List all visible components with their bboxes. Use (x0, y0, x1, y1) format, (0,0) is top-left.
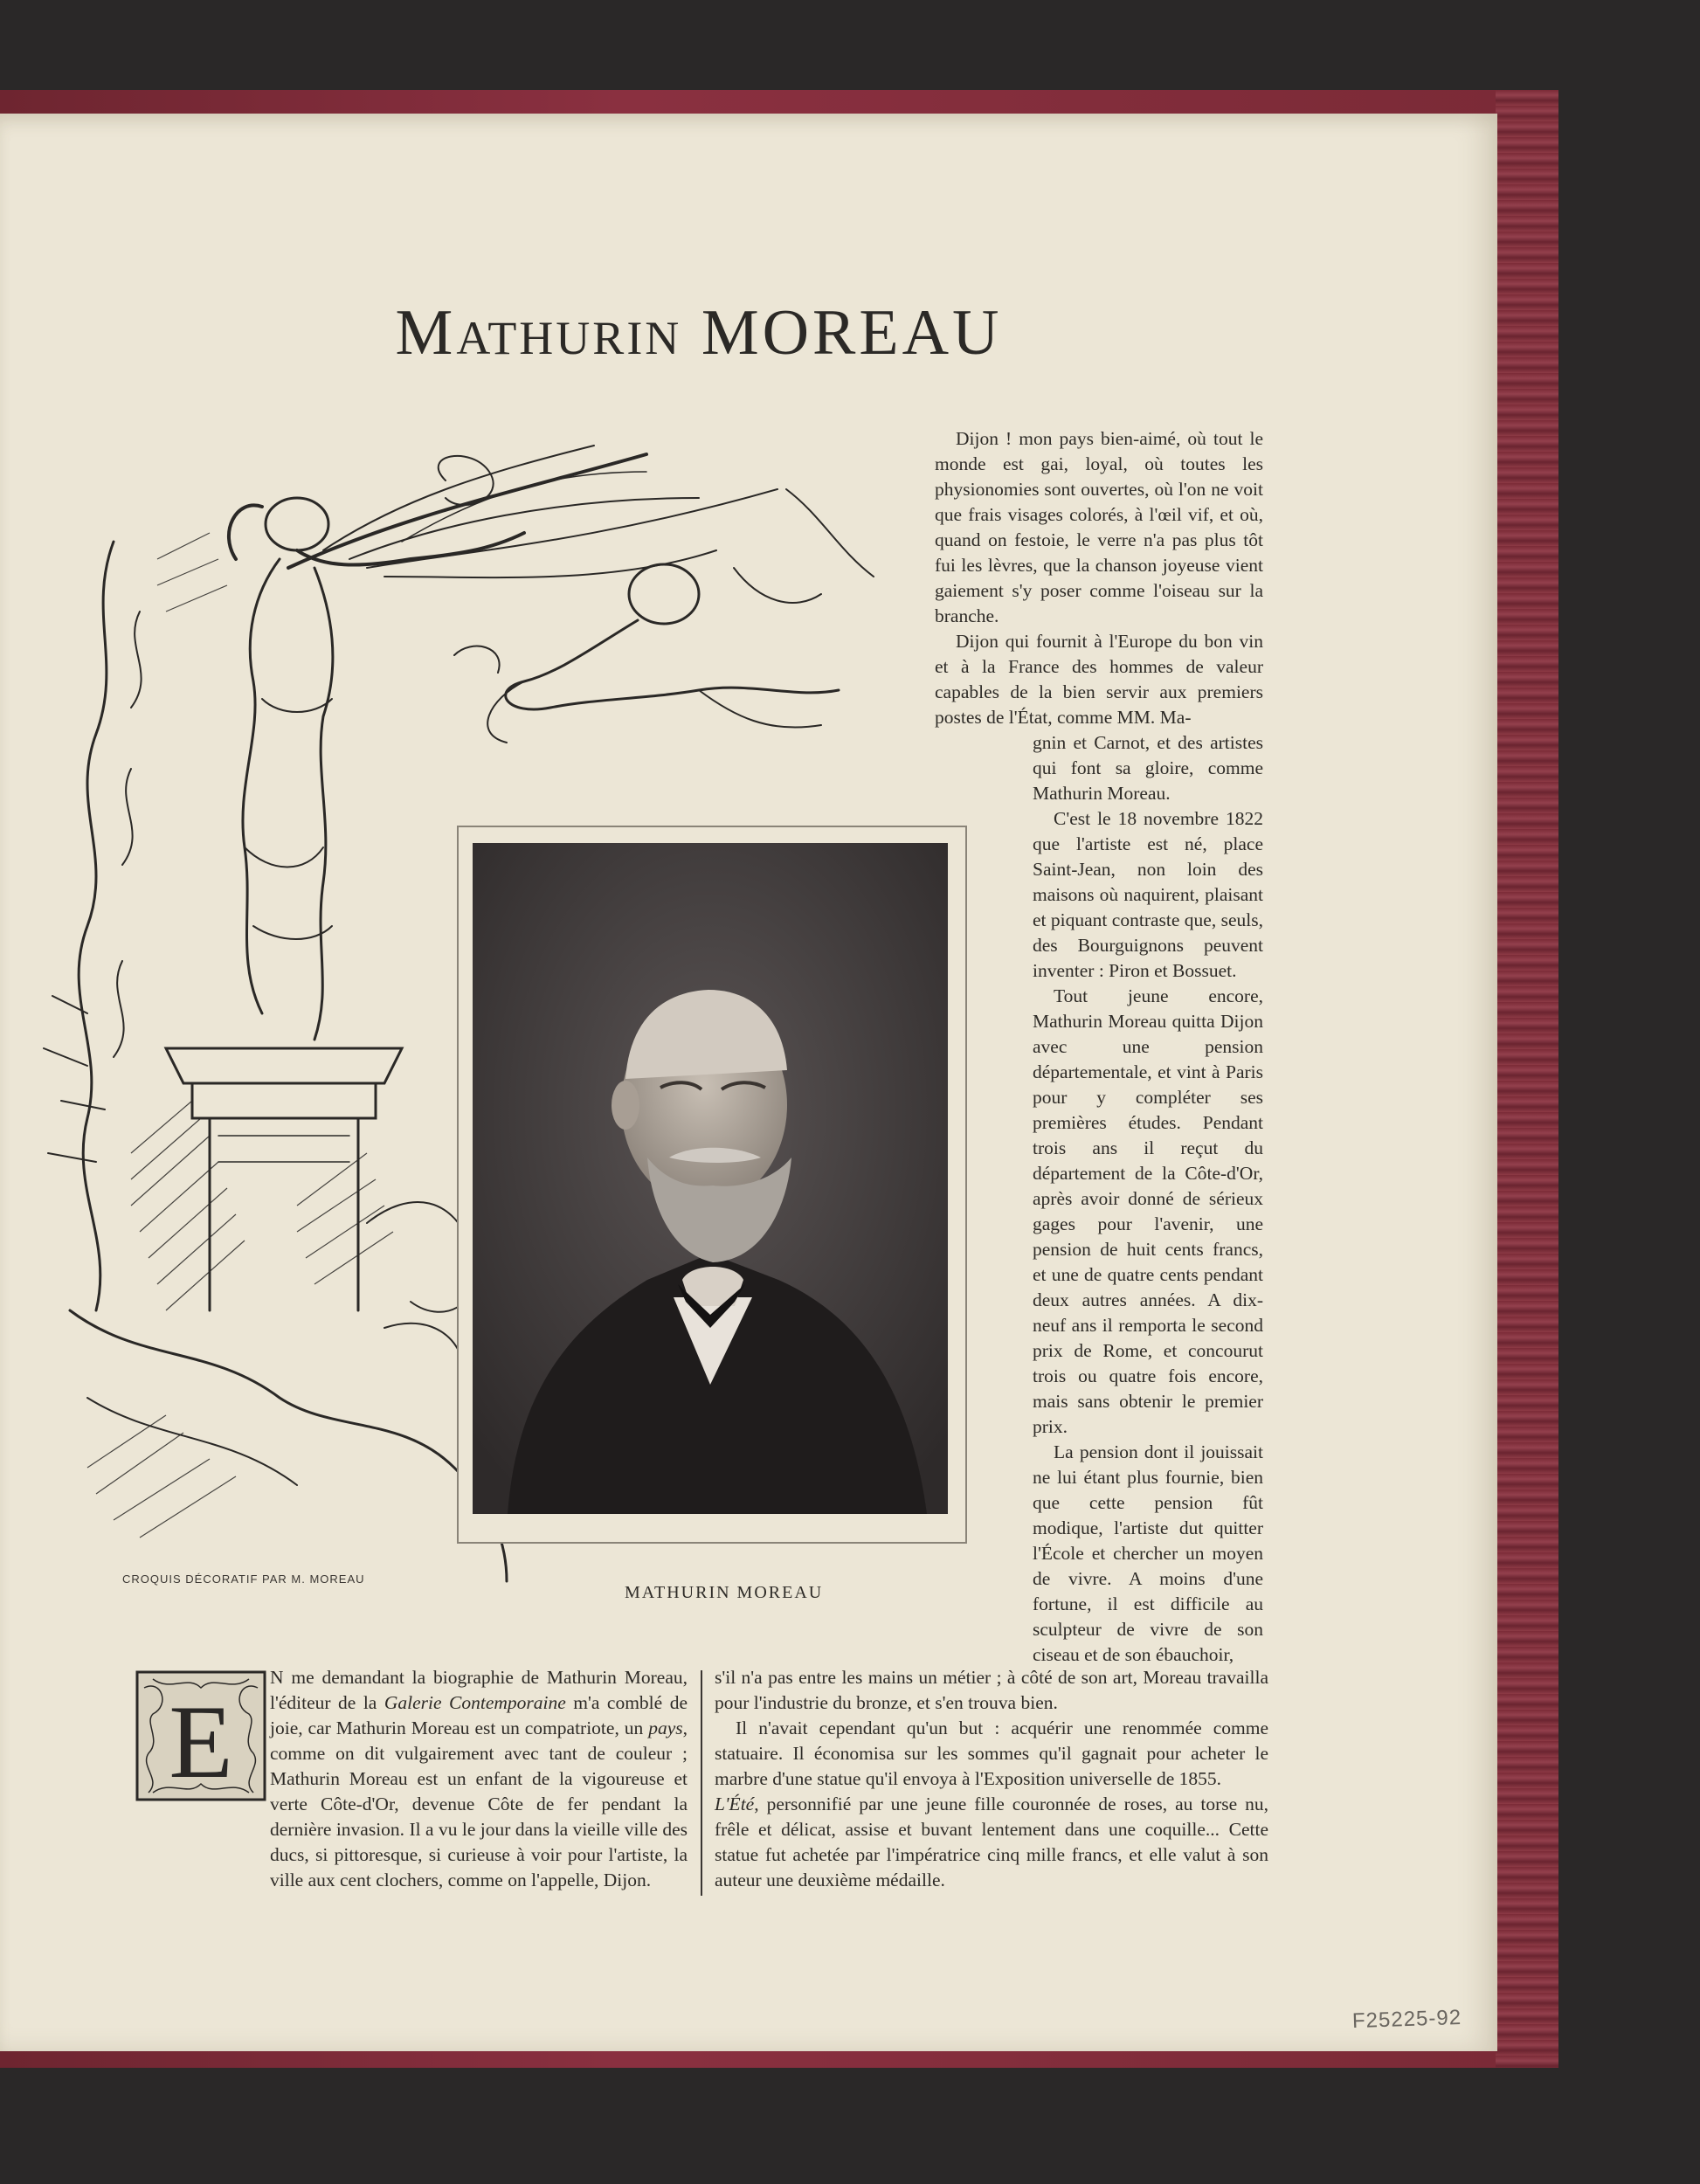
text-tail: , comme on dit vulgairement avec tant de couleur ; Mathurin Moreau est un enfant de la vigoureuse et verte Côte-d'Or, devenue Côte de fer pendant la dernière invasion. Il a vu le jour dans la vieille ville des ducs, si pittoresque, si curieuse à voir pour l'artiste, la ville aux cent clochers, comme on l'appelle, Dijon. (270, 1717, 688, 1890)
paragraph (715, 1792, 1268, 1893)
dropcap-letter: E (169, 1683, 233, 1800)
archive-stamp: F25225-92 (1351, 2005, 1462, 2034)
bottom-right-column (715, 1665, 1268, 1893)
cover-edge (1496, 90, 1558, 2068)
paragraph: La pension dont il jouissait ne lui étant plus fournie, bien que cette pension fût modique, l'artiste dut quitter l'École et chercher un moyen de vivre. A moins d'une fortune, il est difficile au sculpteur de vivre de son ciseau et de son ébauchoir, (1033, 1441, 1263, 1665)
column-divider (701, 1670, 702, 1896)
portrait-photo (473, 843, 948, 1514)
paragraph: gnin et Carnot, et des artistes qui font sa gloire, comme Mathurin Moreau. (1033, 732, 1263, 804)
paragraph (134, 1665, 688, 1893)
photo-caption: MATHURIN MOREAU (625, 1583, 824, 1602)
title-last-name: MOREAU (701, 297, 1003, 369)
paragraph: Tout jeune encore, Mathurin Moreau quitta Dijon avec une pension départementale, et vint à Paris pour y compléter ses premières études. Pendant trois ans il reçut du département de la Côte-d'Or, après avoir donné de sérieux gages pour l'avenir, une pension de huit cents francs, et une de quatre cents pendant deux autres années. A dix-neuf ans il remporta le second prix de Rome, et concourut trois ou quatre fois encore, mais sans obtenir le premier prix. (1033, 985, 1263, 1437)
title-first-rest: ATHURIN (456, 312, 682, 364)
sketch-caption: CROQUIS DÉCORATIF PAR M. MOREAU (122, 1572, 365, 1586)
paragraph: Dijon ! mon pays bien-aimé, où tout le monde est gai, loyal, où toutes les physionomies sont ouvertes, où l'on ne voit que frais visages colorés, à l'œil vif, et où, quand on festoie, le verre n'a pas plus tôt fui les lèvres, que la chanson joyeuse vient gaiement s'y poser comme l'oiseau sur la branche. (935, 428, 1263, 626)
italic-title: L'Été (715, 1794, 755, 1814)
text-tail: , personnifié par une jeune fille couronnée de roses, au torse nu, frêle et délicat, assise et buvant lentement dans une coquille... Cette statue fut achetée par l'impératrice cinq mille francs, et elle valut à son auteur une deuxième médaille. (715, 1794, 1268, 1890)
bottom-left-column (134, 1665, 688, 1893)
paragraph: s'il n'a pas entre les mains un métier ; à côté de son art, Moreau travailla pour l'industrie du bronze, et s'en trouva bien. (715, 1667, 1268, 1713)
text-lead: N me demandant la biographie de Mathurin Moreau, l'éditeur de la (270, 1667, 688, 1713)
paragraph: Il n'avait cependant qu'un but : acquérir une renommée comme statuaire. Il économisa sur les sommes qu'il gagnait pour acheter le marbre d'une statue qu'il envoya à l'Exposition universelle de 1855. (715, 1717, 1268, 1789)
paragraph: C'est le 18 novembre 1822 que l'artiste est né, place Saint-Jean, non loin des maisons où naquirent, plaisant et piquant contraste que, seuls, des Bourguignons peuvent inventer : Piron et Bossuet. (1033, 808, 1263, 981)
title-first-initial: M (395, 297, 457, 369)
italic-word: pays (648, 1717, 683, 1738)
page-title (0, 297, 1398, 369)
right-column-top (935, 426, 1263, 730)
right-column-narrow (1033, 730, 1263, 1668)
italic-title: Galerie Contemporaine (384, 1692, 566, 1713)
paragraph: Dijon qui fournit à l'Europe du bon vin et à la France des hommes de valeur capables de la bien servir aux premiers postes de l'État, comme MM. Ma- (935, 631, 1263, 728)
text-mid: m'a comblé de joie, car Mathurin Moreau est un compatriote, un (270, 1692, 688, 1738)
